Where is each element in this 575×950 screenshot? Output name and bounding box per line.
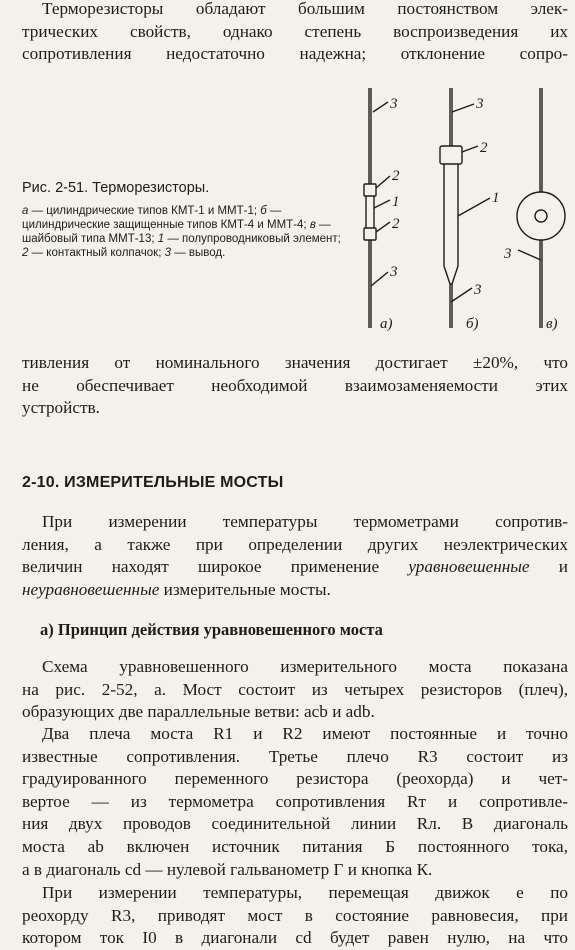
- thermistor-a-drawing: [364, 88, 390, 328]
- subsection-title: а) Принцип действия уравновешенного моста: [40, 620, 383, 639]
- text-line: тивления от номинального значения достигает ±20%, что: [22, 353, 568, 372]
- text-line: вертое — из термометра сопротивления Rт и сопротивле-: [22, 791, 568, 811]
- paragraph-thermistors-cont: [22, 352, 568, 420]
- label-1: 1: [392, 194, 400, 210]
- figure-caption-text: а — цилиндрические типов КМТ-1 и ММТ-1; б — цилиндрические защищенные типов КМТ-4 и ММТ-4; в — шайбовый типа ММТ-13; 1 — полупроводниковый элемент; 2 — контактный колпачок; 3 — вывод.: [22, 205, 341, 259]
- label-2: 2: [480, 140, 488, 156]
- label-2: 2: [392, 168, 400, 184]
- label-3: 3: [476, 96, 484, 112]
- text-line: не обеспечивает необходимой взаимозаменяемости этих: [22, 375, 568, 395]
- label-3: 3: [390, 96, 398, 112]
- label-1: 1: [492, 190, 500, 206]
- text-line: котором ток I0 в диагонали cd будет равен нулю, на что: [22, 928, 568, 948]
- label-a: а): [380, 316, 393, 332]
- text-line: сопротивления недостаточно надежна; отклонение сопро-: [22, 44, 568, 64]
- paragraph-bridge-scheme: [22, 656, 568, 724]
- text-line: ления, а также при определении других неэлектрических: [22, 534, 568, 554]
- text-line: При измерении температуры термометрами сопротив-: [42, 512, 568, 531]
- paragraph-thermistors-top: [22, 0, 568, 66]
- label-3: 3: [390, 264, 398, 280]
- figure-caption: [22, 180, 344, 260]
- text-line: ния двух проводов соединительной линии Rл. В диагональ: [22, 814, 568, 834]
- text-line: образующих две параллельные ветви: acb и adb.: [22, 702, 375, 722]
- text-line: на рис. 2-52, а. Мост состоит из четырех резисторов (плеч),: [22, 679, 568, 699]
- label-2: 2: [392, 216, 400, 232]
- text-line: При измерении температуры, перемещая движок е по: [42, 883, 568, 902]
- text-line: устройств.: [22, 398, 100, 418]
- text-line: реохорду R3, приводят мост в состояние равновесия, при: [22, 905, 568, 925]
- text-line: величин находят широкое применение уравновешенные и: [22, 557, 568, 577]
- thermistor-v-drawing: [517, 88, 565, 328]
- thermistor-figure: [340, 88, 572, 338]
- paragraph-bridge-arms: [22, 723, 568, 881]
- label-v: в): [546, 316, 558, 332]
- thermistor-b-drawing: [440, 88, 490, 328]
- text-line: Терморезисторы обладают большим постоянством элек-: [42, 0, 568, 18]
- paragraph-intro: [22, 511, 568, 601]
- label-b: б): [466, 316, 479, 332]
- figure-caption-title: Рис. 2-51. Терморезисторы.: [22, 180, 210, 196]
- text-line: известные сопротивления. Третье плечо R3 состоит из: [22, 746, 568, 766]
- label-3: 3: [504, 246, 512, 262]
- text-line: градуированного переменного резистора (реохорда) и чет-: [22, 769, 568, 789]
- text-line: а в диагональ cd — нулевой гальванометр Г и кнопка К.: [22, 859, 433, 879]
- text-line: Схема уравновешенного измерительного моста показана: [42, 657, 568, 676]
- text-line: трических свойств, однако степень воспроизведения их: [22, 21, 568, 41]
- section-title: 2-10. ИЗМЕРИТЕЛЬНЫЕ МОСТЫ: [22, 474, 284, 491]
- text-line: Два плеча моста R1 и R2 имеют постоянные и точно: [42, 724, 568, 743]
- text-line: неуравновешенные измерительные мосты.: [22, 579, 331, 599]
- label-3: 3: [474, 282, 482, 298]
- text-line: моста ab включен источник питания Б постоянного тока,: [22, 836, 568, 856]
